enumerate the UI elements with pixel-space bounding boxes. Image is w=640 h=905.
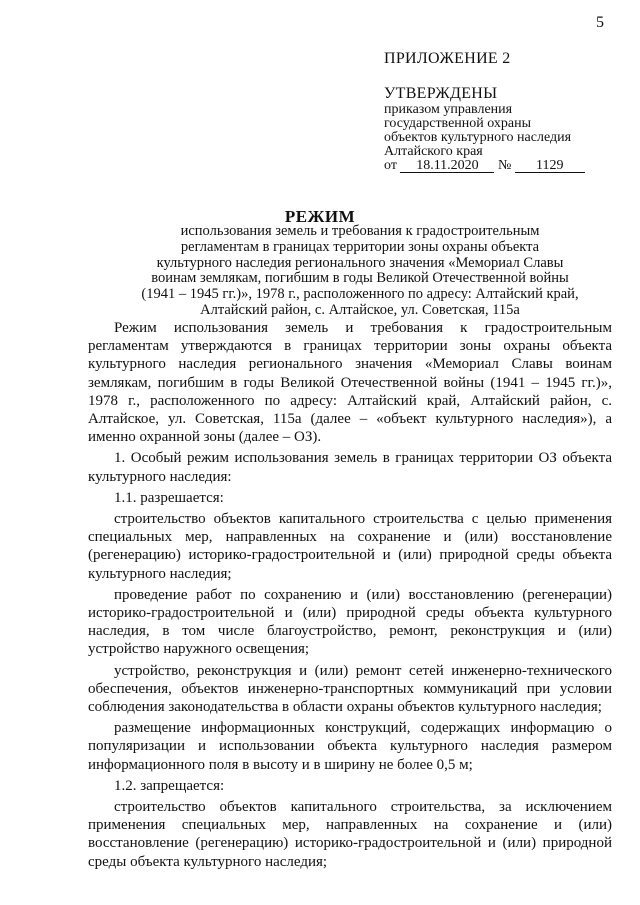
intro-paragraph: Режим использования земель и требования к градостроительным регламентам утверждаются в границах территории зоны охраны объекта культурного наследия регионального значения «Мемориал Славы воинам землякам, погибшим в годы Великой Отечественной войны (1941 – 1945 гг.)», 1978 г., расположенного по адресу: Алтайский край, Алтайский район, с. Алтайское, ул. Советская, 115а (далее – «объект культурного наследия»), а именно охранной зоны (далее – ОЗ). [88,320,612,446]
appendix-label: ПРИЛОЖЕНИЕ 2 [384,50,511,67]
approval-line: объектов культурного наследия [384,130,572,145]
allowed-item: устройство, реконструкция и (или) ремонт сетей инженерно-технического обеспечения, объектов инженерно-транспортных коммуникаций при условии соблюдения законодательства в области охраны объектов культурного наследия; [88,662,612,716]
document-body [88,319,612,871]
document-subtitle [90,224,630,319]
number-sign: № [497,158,512,173]
order-date-number [384,159,585,173]
subtitle-line: регламентам в границах территории зоны охраны объекта [180,238,540,255]
document-title: РЕЖИМ [284,207,356,226]
approval-title: УТВЕРЖДЕНЫ [384,85,498,102]
allowed-item: проведение работ по сохранению и (или) восстановлению (регенерации) историко-градостроительной и (или) природной среды объекта культурного наследия, в том числе благоустройство, ремонт, реконструкция и (или) устройство наружного освещения; [88,586,612,658]
order-number: 1129 [515,159,585,173]
subtitle-line: использования земель и требования к градостроительным [180,223,540,239]
approval-line: государственной охраны [384,116,532,131]
date-prefix: от [384,158,397,173]
approval-block [384,103,585,173]
section-1-1-heading: 1.1. разрешается: [114,489,224,506]
subtitle-line: культурного наследия регионального значения «Мемориал Славы [156,254,564,271]
order-date: 18.11.2020 [400,159,494,173]
approval-line: приказом управления [384,102,513,117]
subtitle-line: Алтайский район, с. Алтайское, ул. Советская, 115а [200,301,520,318]
allowed-item: размещение информационных конструкций, содержащих информацию о популяризации и использовании объекта культурного наследия размером информационного поля в высоту и в ширину не более 0,5 м; [88,720,612,773]
subtitle-line: воинам землякам, погибшим в годы Великой Отечественной войны [151,270,569,287]
allowed-item: строительство объектов капитального строительства с целью применения специальных мер, направленных на сохранение и (или) восстановление (регенерацию) историко-градостроительной и (или) природной среды объекта культурного наследия; [88,511,612,582]
subtitle-line: (1941 – 1945 гг.)», 1978 г., расположенного по адресу: Алтайский край, [141,286,579,303]
forbidden-item: строительство объектов капитального строительства, за исключением применения специальных мер, направленных на сохранение и (или) восстановление (регенерацию) историко-градостроительной и (или) природной среды объекта культурного наследия; [88,799,612,870]
page-number: 5 [596,14,604,31]
section-1-heading: 1. Особый режим использования земель в границах территории ОЗ объекта культурного наследия: [88,450,612,485]
section-1-2-heading: 1.2. запрещается: [114,777,225,794]
approval-line: Алтайского края [384,144,483,159]
